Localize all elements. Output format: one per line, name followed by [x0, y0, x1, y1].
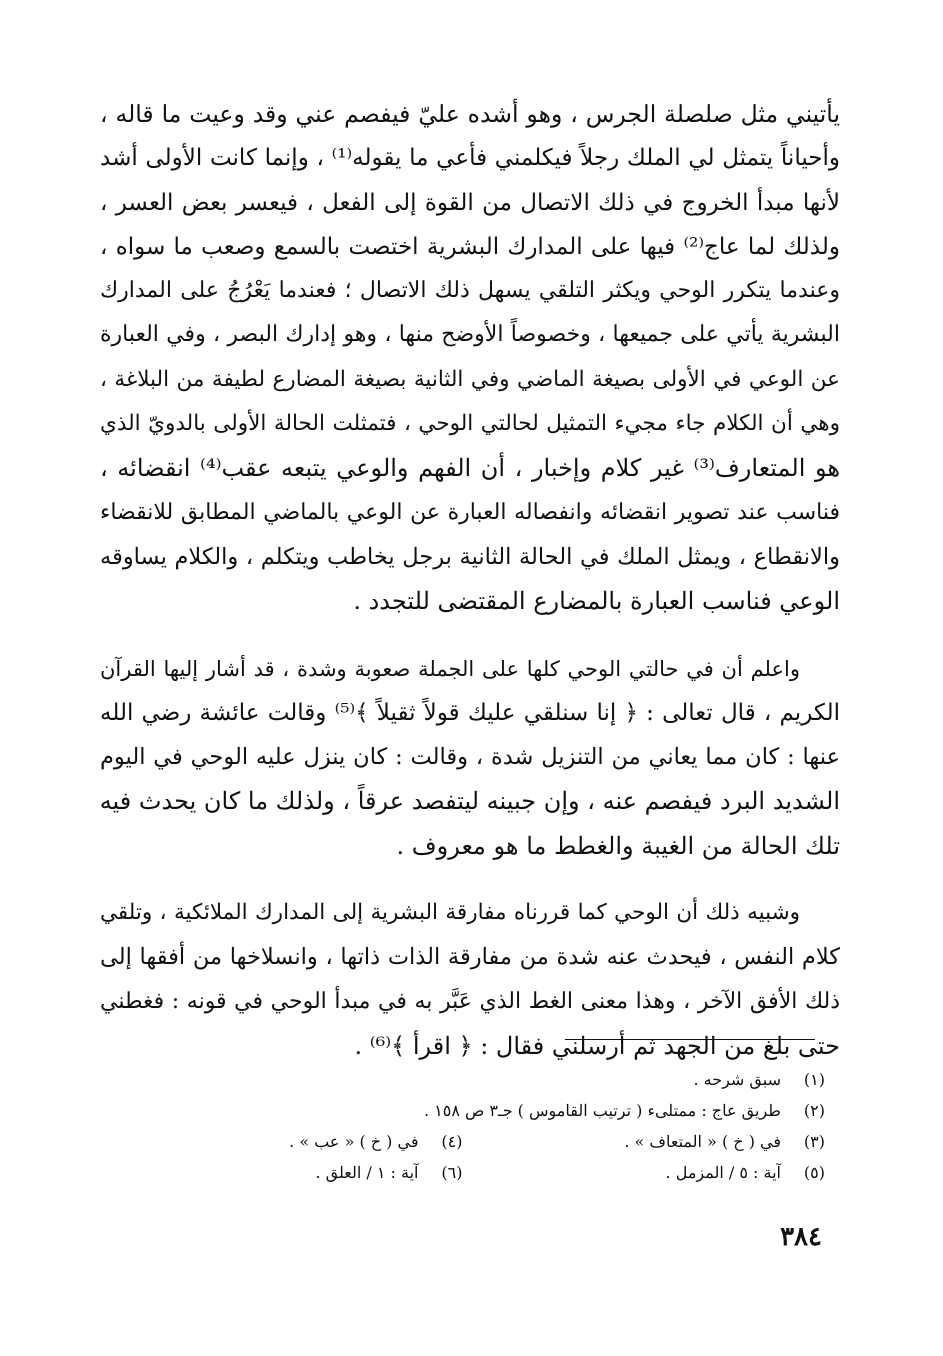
text-line: عنها : كان مما يعاني من التنزيل شدة ، وقالت : كان ينزل عليه الوحي في اليوم	[100, 744, 840, 771]
footnote	[415, 1064, 825, 1095]
footnote-number: (٢)	[803, 1101, 825, 1120]
footnote-text: آية : ١ / العلق .	[315, 1163, 419, 1182]
footnote-row	[100, 1095, 825, 1126]
text-line: هو المتعارف⁽³⁾ غير كلام وإخبار ، أن الفهم والوعي يتبعه عقب⁽⁴⁾ انقضائه ،	[100, 454, 840, 483]
footnote-number: (٤)	[441, 1132, 463, 1151]
page-number: ٣٨٤	[780, 1222, 822, 1252]
text-line: ذلك الأفق الآخر ، وهذا معنى الغط الذي عَبَّر به في مبدأ الوحي في قونه : فغطني	[100, 988, 840, 1014]
footnote-number: (٣)	[803, 1132, 825, 1151]
text-line: تلك الحالة من الغيبة والغطط ما هو معروف .	[396, 831, 840, 860]
paragraph	[100, 891, 840, 1068]
footnote	[100, 1157, 463, 1188]
text-line: وهي أن الكلام جاء مجيء التمثيل لحالتي الوحي ، فتمثلت الحالة الأولى بالدويّ الذي	[100, 411, 840, 437]
footnote-text: في ( خ ) « المتعاف » .	[624, 1132, 781, 1151]
footnote-text: آية : ٥ / المزمل .	[665, 1163, 781, 1182]
footnote-text: في ( خ ) « عب » .	[289, 1132, 419, 1151]
text-line: وشبيه ذلك أن الوحي كما قررناه مفارقة البشرية إلى المدارك الملائكية ، وتلقي	[100, 900, 800, 926]
footnote-number: (٦)	[441, 1163, 463, 1182]
paragraph	[100, 92, 840, 624]
text-line: واعلم أن في حالتي الوحي كلها على الجملة صعوبة وشدة ، قد أشار إليها القرآن	[100, 656, 800, 681]
main-text	[100, 92, 840, 1068]
footnote-row	[100, 1157, 825, 1188]
text-line: الوعي فناسب العبارة بالمضارع المقتضى للتجدد .	[353, 587, 840, 616]
footnote	[463, 1157, 826, 1188]
text-line: الكريم ، قال تعالى : ﴿ إنا سنلقي عليك قولاً ثقيلاً ﴾⁽⁵⁾ وقالت عائشة رضي الله	[100, 699, 840, 726]
text-line: عن الوعي في الأولى بصيغة الماضي وفي الثانية بصيغة المضارع لطيفة من البلاغة ،	[100, 366, 840, 392]
text-line: البشرية يأتي على جميعها ، وخصوصاً الأوضح منها ، وهو إدارك البصر ، وفي العبارة	[100, 322, 840, 348]
footnote-separator	[565, 1039, 815, 1040]
footnote	[415, 1095, 825, 1126]
text-line: وعندما يتكرر الوحي ويكثر التلقي يسهل ذلك الاتصال ؛ فعندما يَعْرُجُ على المدارك	[100, 278, 840, 304]
text-line: كلام النفس ، فيحدث عنه شدة من مفارقة الذات ذاتها ، وانسلاخها من أفقها إلى	[100, 944, 840, 971]
text-line: وأحياناً يتمثل لي الملك رجلاً فيكلمني فأعي ما يقوله⁽¹⁾ ، وإنما كانت الأولى أشد	[100, 145, 840, 172]
footnote-text: سبق شرحه .	[693, 1070, 781, 1089]
footnote	[463, 1126, 826, 1157]
footnote-row	[100, 1064, 825, 1095]
footnote-number: (٥)	[803, 1163, 825, 1182]
paragraph-gap	[100, 868, 840, 891]
footnote-text: طريق عاج : ممتلىء ( ترتيب القاموس ) جـ٣ ص ١٥٨ .	[423, 1101, 781, 1120]
text-line: لأنها مبدأ الخروج في ذلك الاتصال من القوة إلى الفعل ، فيعسر بعض العسر ،	[100, 189, 840, 216]
text-line: يأتيني مثل صلصلة الجرس ، وهو أشده عليّ فيفصم عني وقد وعيت ما قاله ،	[100, 100, 840, 128]
footnote	[100, 1126, 463, 1157]
text-line: ولذلك لما عاج⁽²⁾ فيها على المدارك البشرية اختصت بالسمع وصعب ما سواه ،	[100, 233, 840, 260]
text-line: حتى بلغ من الجهد ثم أرسلني فقال : ﴿ اقرأ ﴾⁽⁶⁾ .	[354, 1031, 840, 1060]
text-line: والانقطاع ، ويمثل الملك في الحالة الثانية برجل يخاطب ويتكلم ، والكلام يساوقه	[100, 543, 840, 570]
text-line: الشديد البرد فيفصم عنه ، وإن جبينه ليتفصد عرقاً ، ولذلك ما كان يحدث فيه	[100, 787, 840, 816]
footnote-row	[100, 1126, 825, 1157]
paragraph	[100, 647, 840, 868]
text-line: فناسب عند تصوير انقضائه وانفصاله العبارة عن الوعي بالماضي المطابق للانقضاء	[100, 499, 840, 525]
paragraph-gap	[100, 624, 840, 647]
footnote-number: (١)	[803, 1070, 825, 1089]
footnotes	[100, 1064, 825, 1188]
